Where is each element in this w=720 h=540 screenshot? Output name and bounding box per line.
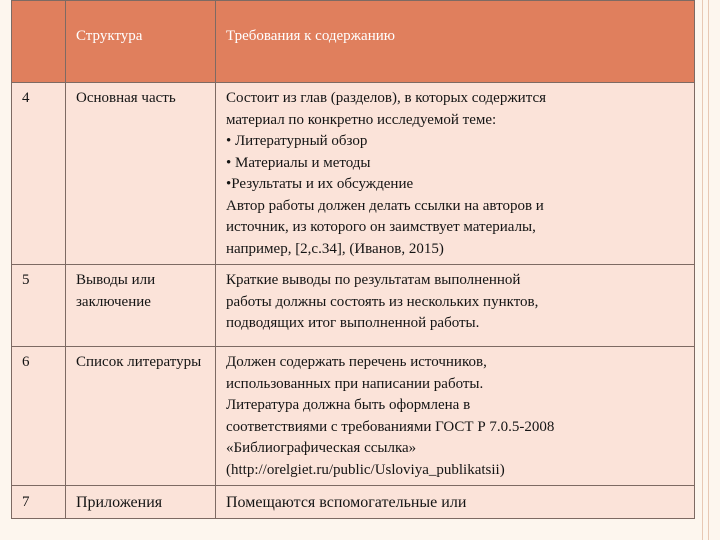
requirement-line: Должен содержать перечень источников, [226,354,487,370]
requirement-line: •Результаты и их обсуждение [226,176,414,192]
requirements-cell [216,83,695,265]
requirement-line: «Библиографическая ссылка» [226,440,417,456]
requirement-line: Помещаются вспомогательные или [226,494,467,511]
header-structure: Структура [66,1,216,83]
requirement-line: материал по конкретно исследуемой теме: [226,111,497,128]
table-row [12,265,695,347]
table-row [12,83,695,265]
table-row [12,486,695,519]
section-name: Выводы или заключение [66,265,216,347]
row-number: 6 [12,347,66,486]
requirement-line: использованных при написании работы. [226,375,484,392]
requirement-line: • Материалы и методы [226,154,371,171]
requirement-line: Литература должна быть оформлена в [226,397,471,413]
page-border [696,0,720,540]
row-number: 5 [12,265,66,347]
requirements-cell [216,265,695,347]
requirements-table [11,0,695,519]
border-line [708,0,709,540]
header-number [12,1,66,83]
row-number: 7 [12,486,66,519]
requirement-line: Автор работы должен делать ссылки на авторов и [226,197,544,214]
requirements-cell [216,486,695,519]
requirement-line: например, [2,с.34], (Иванов, 2015) [226,240,444,257]
section-name: Основная часть [66,83,216,265]
requirement-line: подводящих итог выполненной работы. [226,315,480,331]
section-name: Приложения [66,486,216,519]
requirement-line: источник, из которого он заимствует материалы, [226,219,536,235]
requirement-line: работы должны состоять из нескольких пунктов, [226,293,539,310]
requirement-line: Состоит из глав (разделов), в которых содержится [226,90,547,106]
header-requirements: Требования к содержанию [216,1,695,83]
table-row [12,347,695,486]
requirement-line: соответствиями с требованиями ГОСТ Р 7.0.5-2008 [226,418,555,435]
requirement-line: • Литературный обзор [226,133,368,149]
row-number: 4 [12,83,66,265]
requirement-line: (http://orelgiet.ru/public/Usloviya_publikatsii) [226,461,505,478]
requirements-cell [216,347,695,486]
requirement-line: Краткие выводы по результатам выполненной [226,272,521,288]
border-line [702,0,703,540]
table-header-row [12,1,695,83]
section-name: Список литературы [66,347,216,486]
